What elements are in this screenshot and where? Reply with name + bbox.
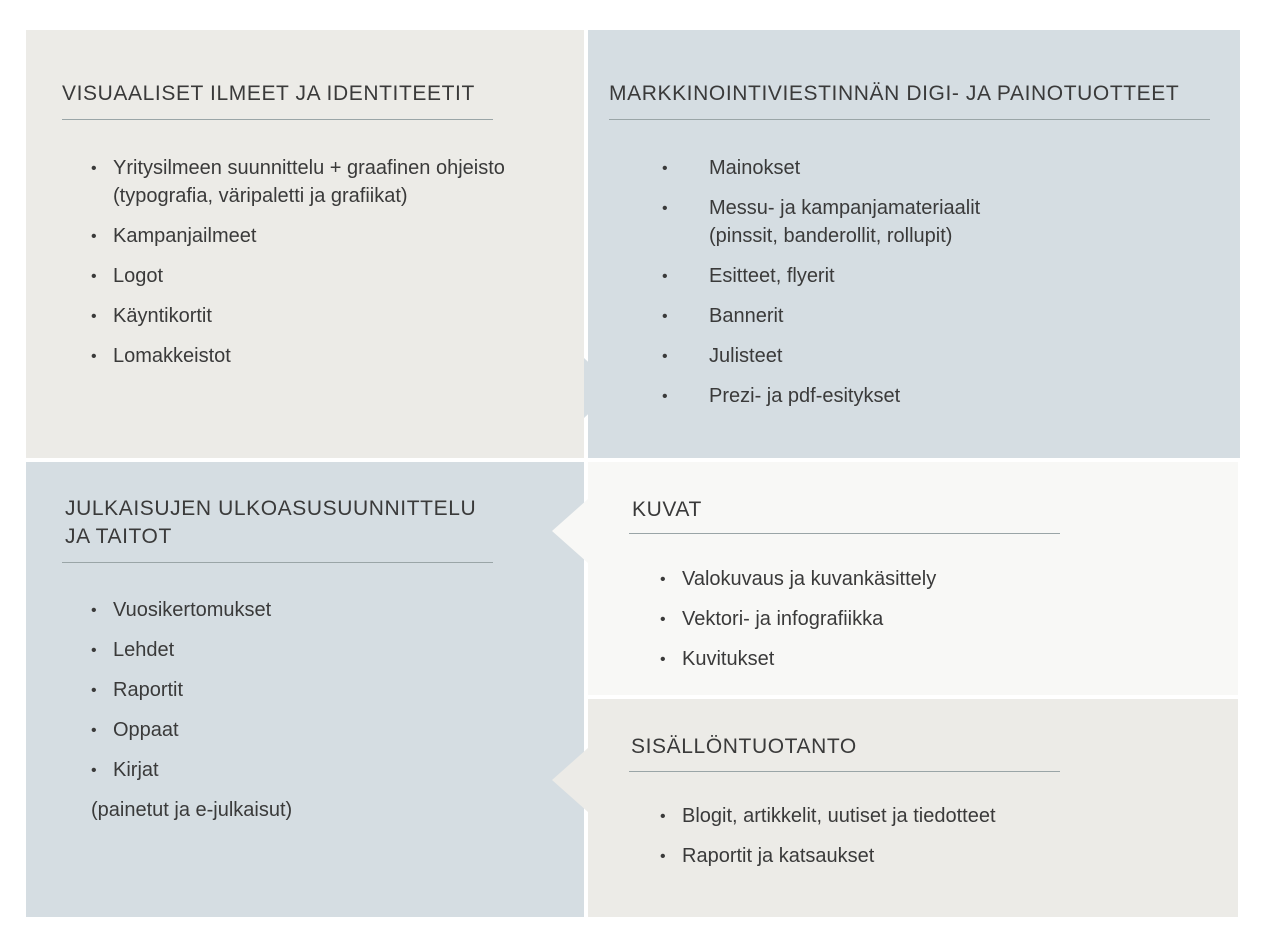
publications-list	[113, 596, 553, 796]
content-production-list	[682, 802, 1222, 882]
visual-identity-heading: VISUAALISET ILMEET JA IDENTITEETIT	[62, 82, 475, 105]
list-item	[113, 342, 583, 370]
marketing-divider	[609, 119, 1210, 120]
images-divider	[629, 533, 1060, 534]
list-item	[709, 342, 1229, 370]
list-item	[682, 842, 1222, 870]
content-production-divider	[629, 771, 1060, 772]
publications-divider	[62, 562, 493, 563]
list-item-text: Lehdet	[113, 639, 175, 661]
list-item-text: • Yritysilmeen suunnittelu + graafinen ohjeisto	[113, 157, 505, 179]
list-item-text: Logot	[113, 265, 164, 287]
list-item-text: Oppaat	[113, 719, 179, 741]
marketing-heading: MARKKINOINTIVIESTINNÄN DIGI- JA PAINOTUOTTEET	[609, 82, 1180, 105]
list-item	[113, 636, 553, 664]
list-item-text: Bannerit	[709, 305, 784, 327]
list-item-text: Kirjat	[113, 759, 159, 781]
list-item-subtext: (pinssit, banderollit, rollupit)	[709, 225, 953, 247]
list-item-text: Vektori- ja infografiikka	[682, 608, 884, 630]
list-item	[113, 154, 583, 210]
images-heading: KUVAT	[632, 498, 702, 521]
content-production-heading: SISÄLLÖNTUOTANTO	[631, 735, 857, 758]
list-item	[709, 382, 1229, 410]
list-item-text: Raportit ja katsaukset	[682, 845, 875, 867]
list-item-text: Kuvitukset	[682, 648, 775, 670]
list-item	[113, 262, 583, 290]
list-item	[709, 154, 1229, 182]
list-item-text: Mainokset	[709, 157, 801, 179]
list-item-subtext: (typografia, väripaletti ja grafiikat)	[113, 185, 408, 207]
list-item	[113, 756, 553, 784]
list-item	[709, 302, 1229, 330]
list-item	[113, 676, 553, 704]
content-panel-pointer	[552, 748, 588, 812]
list-item	[682, 802, 1222, 830]
publications-heading-line2: JA TAITOT	[65, 525, 172, 548]
list-item	[113, 716, 553, 744]
images-list	[682, 565, 1222, 685]
visual-identity-divider	[62, 119, 493, 120]
list-item	[113, 222, 583, 250]
list-item-text: Kampanjailmeet	[113, 225, 257, 247]
list-item-text: Julisteet	[709, 345, 783, 367]
list-item	[709, 194, 1229, 250]
list-item-text: Lomakkeistot	[113, 345, 231, 367]
list-item-text: Prezi- ja pdf-esitykset	[709, 385, 901, 407]
list-item-text: Käyntikortit	[113, 305, 212, 327]
list-item-text: Raportit	[113, 679, 184, 701]
list-item	[682, 605, 1222, 633]
list-item-text: • Messu- ja kampanjamateriaalit	[709, 197, 981, 219]
marketing-panel-pointer	[584, 358, 616, 418]
publications-note: (painetut ja e-julkaisut)	[91, 799, 293, 821]
visual-identity-list	[113, 154, 583, 382]
publications-heading	[65, 495, 476, 551]
list-item	[709, 262, 1229, 290]
list-item-text: Esitteet, flyerit	[709, 265, 835, 287]
images-panel-pointer	[552, 499, 588, 563]
list-item-text: Vuosikertomukset	[113, 599, 272, 621]
list-item	[682, 565, 1222, 593]
marketing-list	[709, 154, 1229, 422]
list-item	[113, 596, 553, 624]
list-item-text: Valokuvaus ja kuvankäsittely	[682, 568, 937, 590]
list-item-text: Blogit, artikkelit, uutiset ja tiedotteet	[682, 805, 996, 827]
list-item	[682, 645, 1222, 673]
list-item	[113, 302, 583, 330]
publications-heading-line1: JULKAISUJEN ULKOASUSUUNNITTELU	[65, 497, 477, 520]
